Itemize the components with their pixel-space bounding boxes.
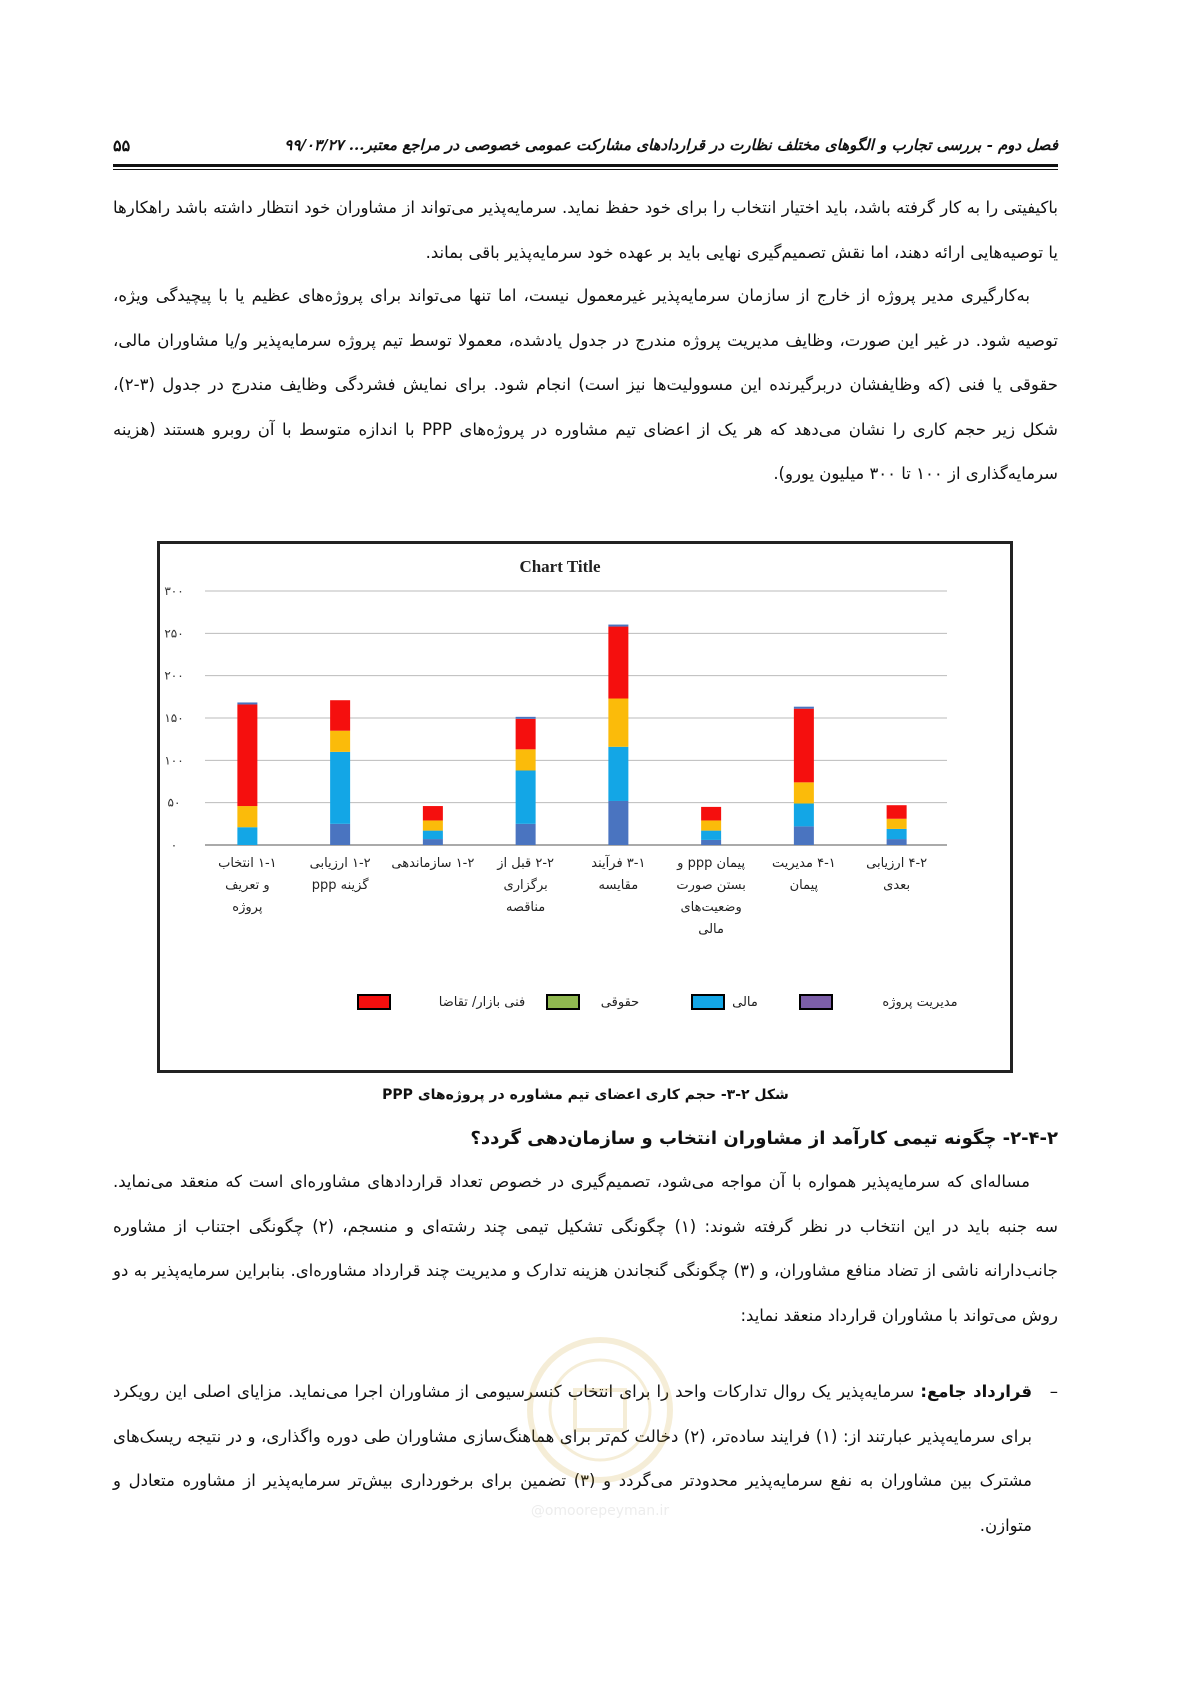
x-tick-label: مناقصه xyxy=(505,900,546,915)
bar-segment xyxy=(794,782,814,803)
bullet-body: سرمایه‌پذیر یک روال تدارکات واحد را برای انتخاب کنسرسیومی از مشاوران اجرا می‌نماید. مزایای اصلی این رویکرد برای سرمایه‌پذیر عبارتند از: (۱) فرایند ساده‌تر، (۲) دخالت کم‌تر برای هماهنگ‌سازی مشاوران طی دوره واگذاری، و در نتیجه ریسک‌های مشترک بین مشاوران به نفع سرمایه‌پذیر محدودتر می‌گردد و (۳) تضمین برای برخورداری بیش‌تر سرمایه‌پذیر از مشاوره متعادل و متوازن. xyxy=(113,1382,1032,1535)
chart-title: Chart Title xyxy=(519,557,601,576)
bar-segment xyxy=(608,801,628,845)
x-tick-label: پروژه xyxy=(232,900,263,915)
y-tick-label: ۲۰۰ xyxy=(164,668,184,683)
bar-segment xyxy=(237,806,257,827)
y-tick-label: ۱۰۰ xyxy=(164,753,184,768)
x-tick-label: بستن صورت xyxy=(676,878,746,893)
bar-segment xyxy=(330,824,350,845)
x-tick-label: پیمان xyxy=(789,878,819,893)
y-tick-label: ۳۰۰ xyxy=(164,584,184,598)
legend-swatch xyxy=(800,995,832,1009)
x-tick-label: مالی xyxy=(698,922,724,937)
bar-segment xyxy=(794,826,814,845)
bullet-dash: – xyxy=(1049,1382,1058,1401)
bullet-item xyxy=(113,1370,1058,1548)
bar-segment xyxy=(608,747,628,801)
bar-segment xyxy=(608,627,628,699)
bar-segment xyxy=(794,804,814,827)
y-tick-label: ۲۵۰ xyxy=(164,626,184,641)
legend-swatch xyxy=(547,995,579,1009)
bar-segment xyxy=(701,807,721,821)
section-heading: ۲-۴-۲- چگونه تیمی کارآمد از مشاوران انتخاب و سازمان‌دهی گردد؟ xyxy=(470,1128,1058,1149)
bar-segment xyxy=(237,704,257,806)
y-tick-label: ۵۰ xyxy=(167,795,181,810)
header-title: فصل دوم - بررسی تجارب و الگوهای مختلف نظارت در قراردادهای مشارکت عمومی خصوصی در مراجع معتبر... ۹۹/۰۳/۲۷ xyxy=(284,136,1058,154)
bar-segment xyxy=(423,839,443,845)
x-tick-label: ۳-۱ فرآیند xyxy=(591,856,646,871)
x-tick-label: و تعریف xyxy=(225,878,270,893)
bullet-title: قرارداد جامع: xyxy=(920,1382,1032,1401)
header-rule-thick xyxy=(113,164,1058,167)
bar-segment xyxy=(701,820,721,830)
bar-segment xyxy=(330,731,350,752)
bar-segment xyxy=(423,820,443,830)
legend-label: مالی xyxy=(732,995,758,1010)
chart-canvas xyxy=(160,544,1010,1070)
bar-segment xyxy=(887,805,907,819)
bar-segment xyxy=(423,806,443,820)
y-tick-label: ۱۵۰ xyxy=(164,711,184,725)
page-number: ۵۵ xyxy=(113,136,131,155)
bar-cap xyxy=(608,625,628,627)
bar-segment xyxy=(794,709,814,783)
legend-label: فنی بازار/ تقاضا xyxy=(438,995,526,1010)
x-tick-label: مقایسه xyxy=(598,878,639,893)
bar-segment xyxy=(330,752,350,824)
bar-segment xyxy=(701,840,721,845)
x-tick-label: وضعیت‌های xyxy=(680,900,742,915)
x-tick-label: ۴-۲ ارزیابی xyxy=(866,856,928,871)
bullet-paragraph xyxy=(113,1370,1032,1548)
page-header xyxy=(113,128,1058,168)
watermark-text: @omoorepeyman.ir xyxy=(530,1503,670,1519)
workload-chart xyxy=(157,541,1013,1073)
bar-segment xyxy=(887,819,907,829)
x-tick-label: پیمان ppp و xyxy=(677,856,746,871)
bar-segment xyxy=(330,700,350,730)
bar-cap xyxy=(516,717,536,719)
bar-segment xyxy=(701,831,721,840)
bar-segment xyxy=(516,719,536,749)
legend-label: مدیریت پروژه xyxy=(882,995,958,1010)
legend-swatch xyxy=(692,995,724,1009)
x-tick-label: ۱-۲ ارزیابی xyxy=(309,856,371,871)
x-tick-label: گزینه ppp xyxy=(311,878,369,893)
x-tick-label: ۲-۲ قبل از xyxy=(497,856,555,871)
y-tick-label: ۰ xyxy=(170,838,178,852)
bar-segment xyxy=(423,831,443,839)
paragraph-3: مساله‌ای که سرمایه‌پذیر همواره با آن مواجه می‌شود، تصمیم‌گیری در خصوص تعداد قراردادهای مشاوره‌ای است که منعقد می‌نماید. سه جنبه باید در این انتخاب در نظر گرفته شوند: (۱) چگونگی تشکیل تیمی چند رشته‌ای و منسجم، (۲) چگونگی اجتناب از مشاوره جانب‌دارانه ناشی از تضاد منافع مشاوران، و (۳) چگونگی گنجاندن هزینه تدارک و مدیریت چند قرارداد مشاوره‌ای. بنابراین سرمایه‌پذیر به دو روش می‌تواند با مشاوران قرارداد منعقد نماید: xyxy=(113,1172,1059,1325)
bar-segment xyxy=(608,699,628,747)
bar-segment xyxy=(516,770,536,823)
legend-label: حقوقی xyxy=(600,995,640,1010)
bar-segment xyxy=(887,829,907,839)
figure-caption: شکل ۲-۳- حجم کاری اعضای تیم مشاوره در پروژه‌های PPP xyxy=(382,1087,789,1103)
paragraph-2: به‌کارگیری مدیر پروژه از خارج از سازمان سرمایه‌پذیر غیرمعمول نیست، اما تنها می‌تواند برای پروژه‌های عظیم یا با پیچیدگی ویژه، توصیه شود. در غیر این صورت، وظایف مدیریت پروژه مندرج در جدول یادشده، معمولا توسط تیم پروژه سرمایه‌پذیر و/یا مشاوران مالی، حقوقی یا فنی (که وظایفشان دربرگیرنده این مسوولیت‌ها نیز است) انجام شود. برای نمایش فشردگی وظایف مندرج در جدول (۳-۲)، شکل زیر حجم کاری را نشان می‌دهد که هر یک از اعضای تیم مشاوره در پروژه‌های PPP با اندازه متوسط با آن روبرو هستند (هزینه سرمایه‌گذاری از ۱۰۰ تا ۳۰۰ میلیون یورو). xyxy=(113,286,1058,483)
bar-segment xyxy=(887,839,907,845)
bar-segment xyxy=(516,749,536,770)
x-tick-label: ۱-۱ انتخاب xyxy=(218,856,277,871)
bar-segment xyxy=(516,824,536,845)
x-tick-label: ۴-۱ مدیریت xyxy=(772,856,836,871)
legend-swatch xyxy=(358,995,390,1009)
x-tick-label: ۱-۲ سازماندهی xyxy=(391,856,475,871)
bar-cap xyxy=(237,702,257,704)
bar-cap xyxy=(794,707,814,709)
paragraph-1: باکیفیتی را به کار گرفته باشد، باید اختیار انتخاب را برای خود حفظ نماید. سرمایه‌پذیر می‌تواند از مشاوران خود انتظار داشته باشد راهکارها یا توصیه‌هایی ارائه دهند، اما نقش تصمیم‌گیری نهایی باید بر عهده خود سرمایه‌پذیر باقی بماند. xyxy=(113,198,1058,262)
x-tick-label: بعدی xyxy=(883,878,911,893)
bar-segment xyxy=(237,827,257,845)
header-rule-thin xyxy=(113,169,1058,170)
x-tick-label: برگزاری xyxy=(503,878,548,893)
